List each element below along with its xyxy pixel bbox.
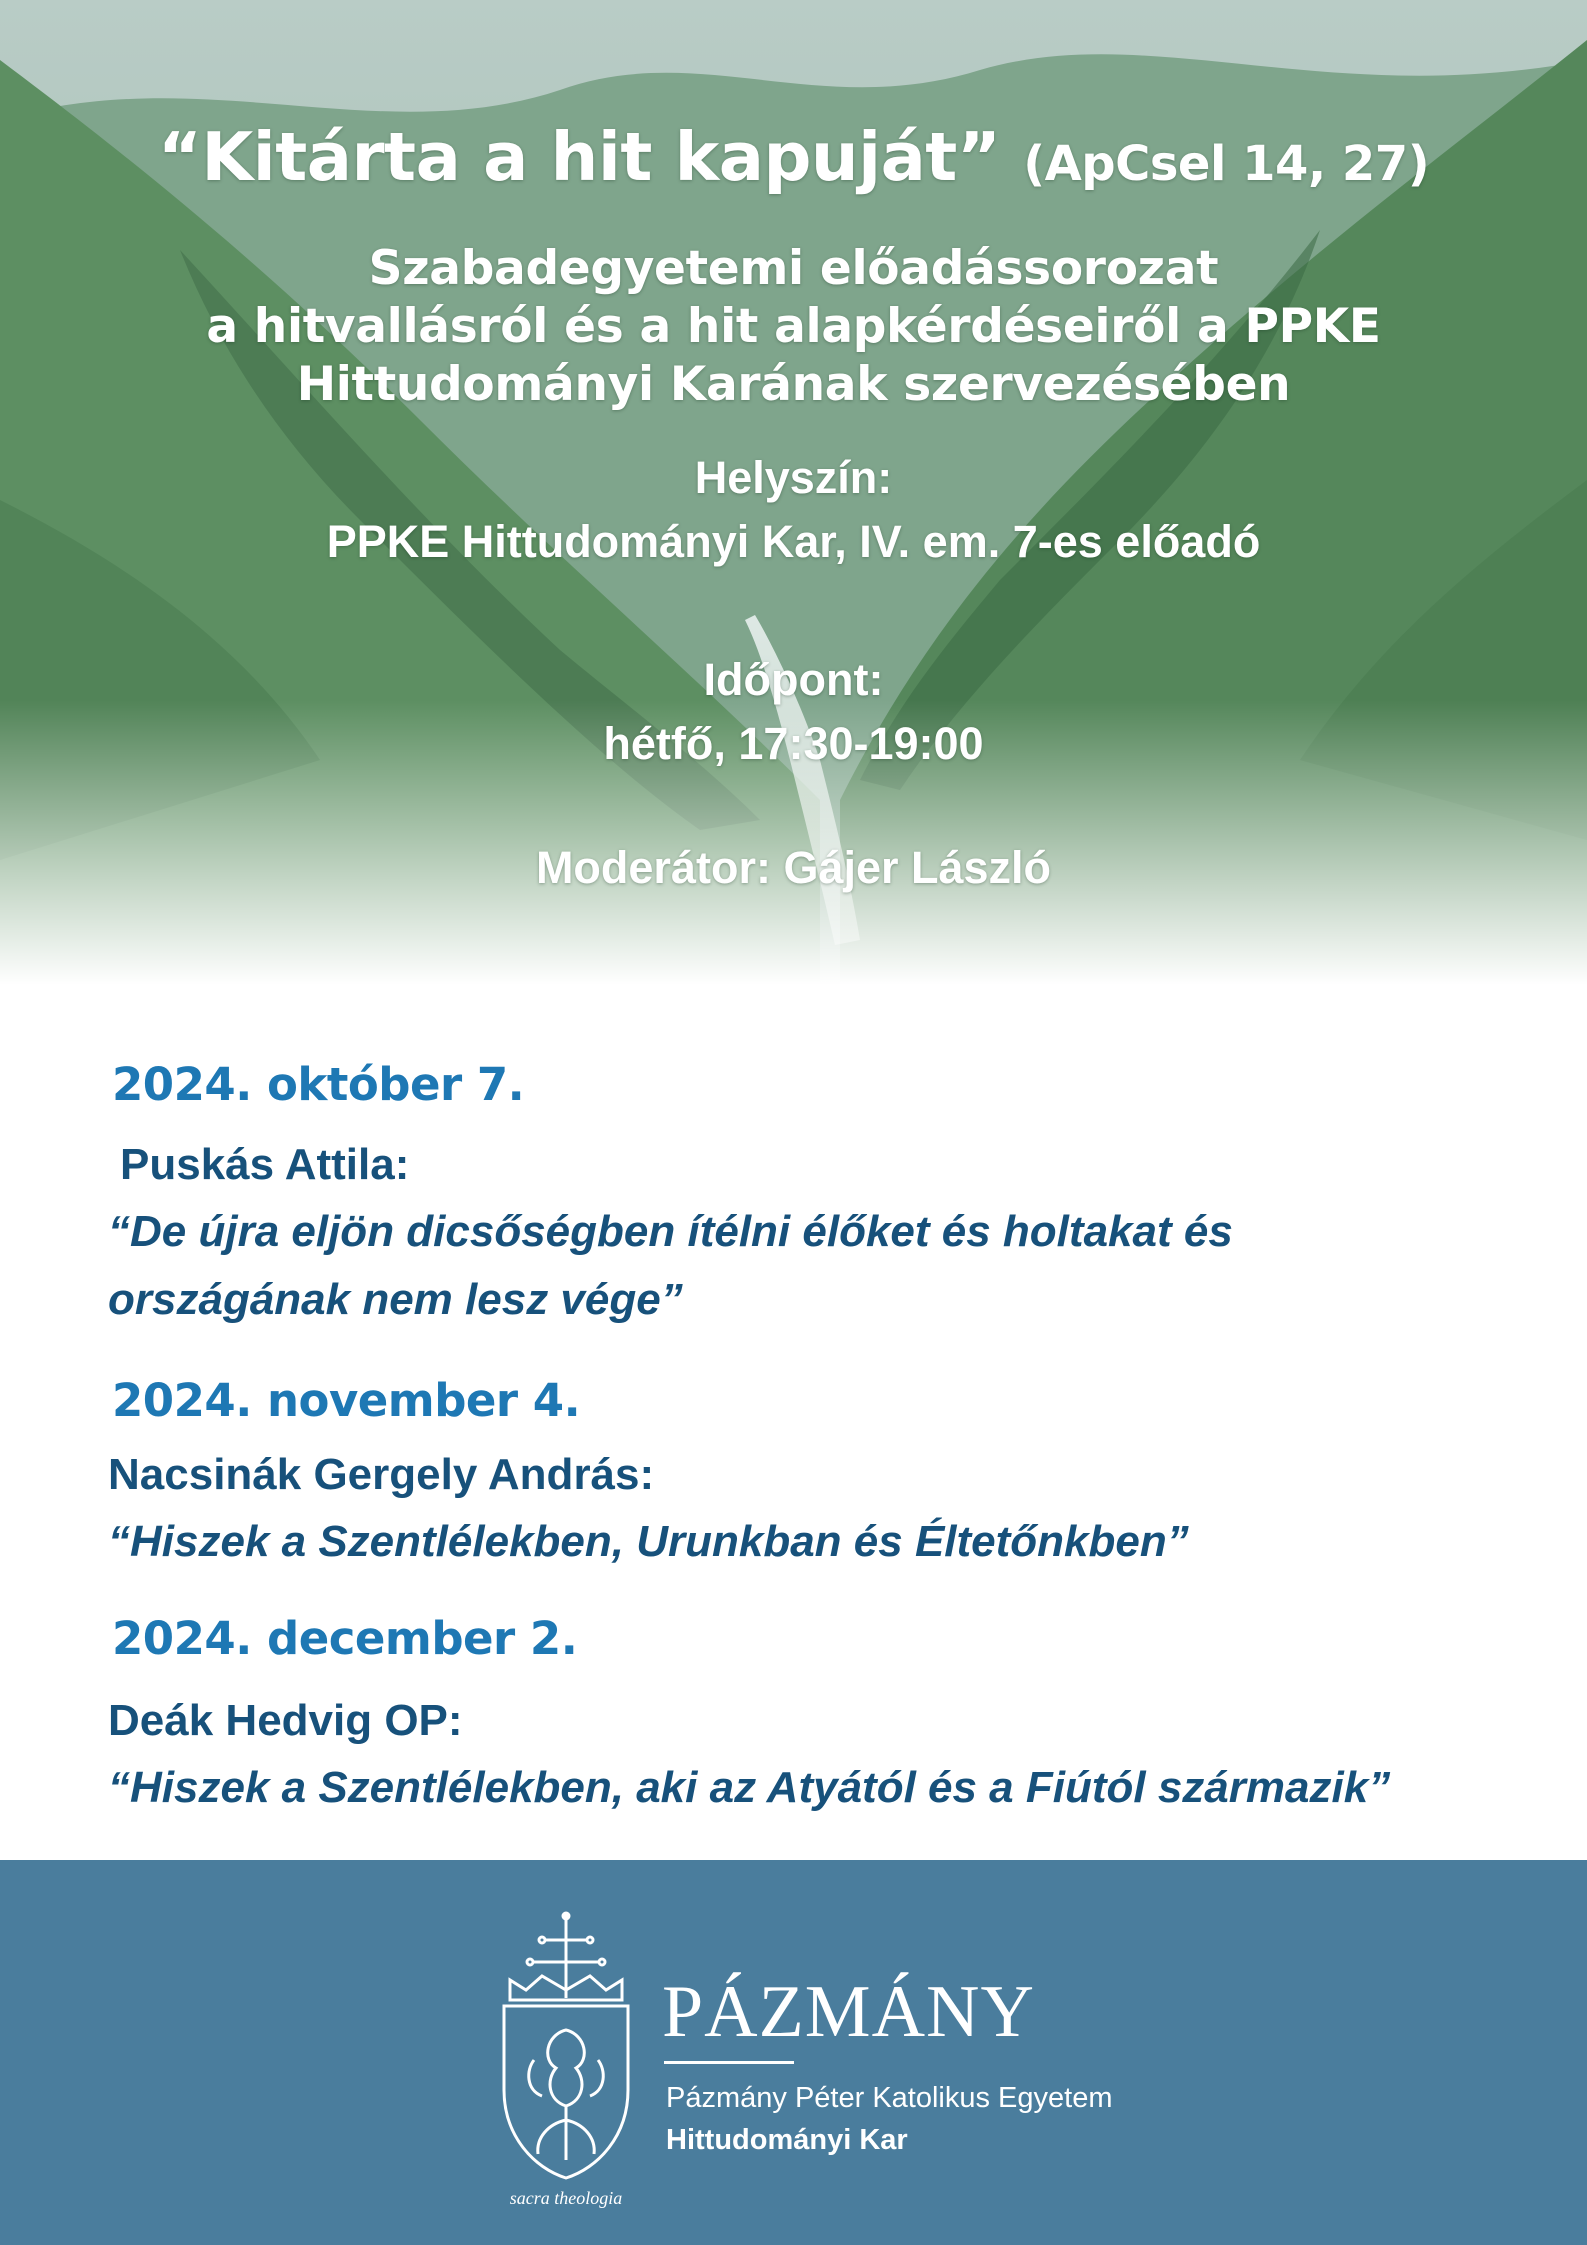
time-label: Időpont: [703,654,884,705]
title-reference: (ApCsel 14, 27) [1023,136,1430,192]
speaker-2: Nacsinák Gergely András: [108,1450,655,1499]
subtitle-line-3: Hittudományi Karának szervezésében [296,357,1291,412]
faculty-name: Hittudományi Kar [666,2124,908,2156]
subtitle-line-2: a hitvallásról és a hit alapkérdéseiről a PPKE [206,299,1381,354]
date-2: 2024. november 4. [112,1374,581,1427]
university-name: Pázmány Péter Katolikus Egyetem [666,2082,1113,2114]
brand-divider [664,2061,794,2064]
date-3: 2024. december 2. [112,1612,578,1665]
title-quote: “Kitárta a hit kapuját” [157,118,1001,196]
date-1: 2024. október 7. [112,1058,525,1111]
lecture-1-line-1: “De újra eljön dicsőségben ítélni élőket és holtakat és [108,1207,1233,1256]
brand-name: PÁZMÁNY [662,1971,1035,2053]
lecture-2-line-1: “Hiszek a Szentlélekben, Urunkban és Éltetőnkben” [108,1517,1189,1566]
speaker-1: Puskás Attila: [120,1140,410,1189]
time-value: hétfő, 17:30-19:00 [603,718,984,769]
moderator: Moderátor: Gájer László [535,842,1052,893]
seal-motto: sacra theologia [509,2188,623,2208]
event-title [0,118,1587,196]
location-label: Helyszín: [694,452,893,503]
university-seal-icon [486,1910,646,2210]
location-value: PPKE Hittudományi Kar, IV. em. 7-es előadó [326,516,1261,567]
subtitle-line-1: Szabadegyetemi előadássorozat [368,241,1219,296]
lecture-3-line-1: “Hiszek a Szentlélekben, aki az Atyától és a Fiútól származik” [108,1763,1391,1812]
footer [0,1860,1587,2245]
hero-banner [0,0,1587,985]
lecture-1-line-2: országának nem lesz vége” [108,1275,683,1324]
speaker-3: Deák Hedvig OP: [108,1696,463,1745]
